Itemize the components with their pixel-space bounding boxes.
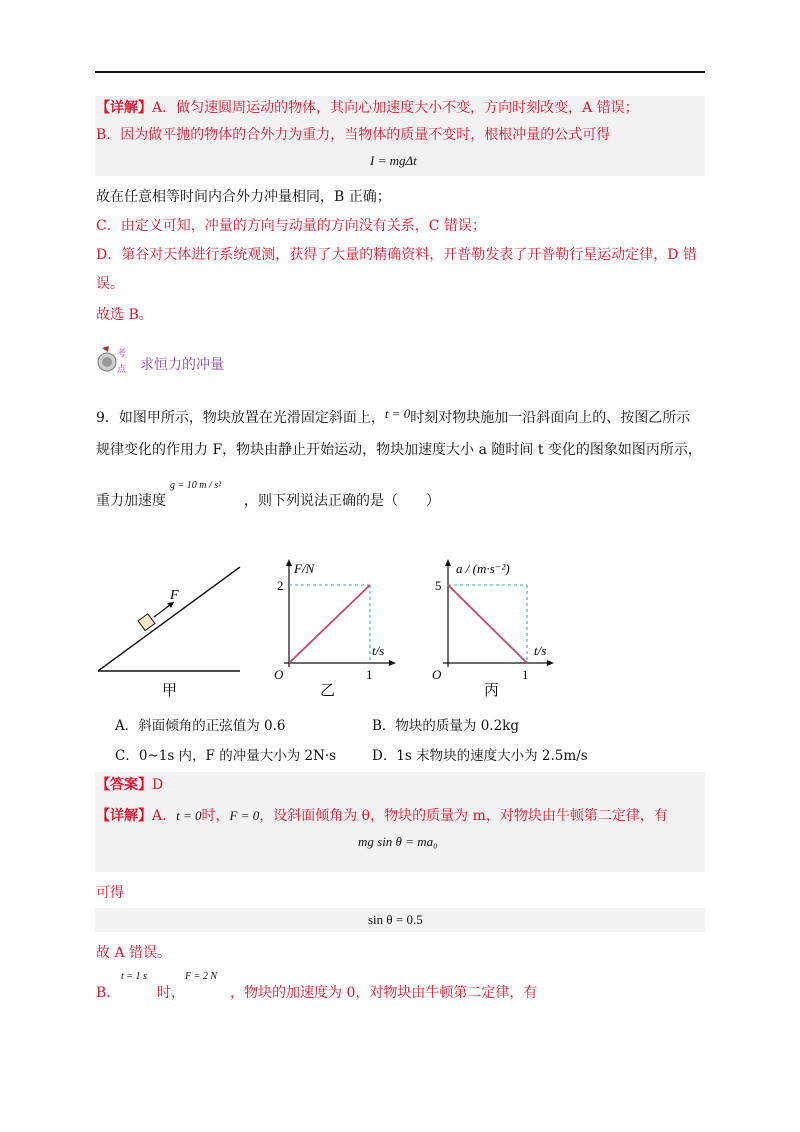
x-axis-label: t/s	[534, 643, 547, 658]
formula-F2: F = 2 N	[185, 971, 218, 982]
explanation-text: ，物块的加速度为 0，对物块由牛顿第二定律，有	[230, 985, 538, 1001]
explanation-line: 误。	[96, 276, 124, 292]
y-axis-label: F/N	[294, 561, 315, 576]
explanation-line: B．因为做平抛的物体的合外力为重力，当物体的质量不变时，根根冲量的公式可得	[96, 127, 611, 143]
explanation-line: B．	[96, 985, 121, 1001]
option-c: C．0~1s 内，F 的冲量大小为 2N·s	[115, 748, 337, 764]
question-text: 重力加速度	[96, 493, 166, 509]
explanation-line	[96, 98, 639, 118]
option-a: A．斜面倾角的正弦值为 0.6	[115, 718, 286, 734]
topic-badge-icon	[96, 342, 132, 376]
chart-force	[262, 555, 402, 705]
explanation-line: D．第谷对天体进行系统观测，获得了大量的精确资料，开普勒发表了开普勒行星运动定律，D 错	[96, 247, 697, 263]
question-line: 规律变化的作用力 F，物块由静止开始运动，物块加速度大小 a 随时间 t 变化的图象如图丙所示，	[96, 442, 702, 458]
formula-newton: mg sin θ = ma₀	[358, 834, 438, 849]
x-axis-label: t/s	[372, 643, 385, 658]
explanation-tag: 【详解】	[96, 100, 152, 116]
question-text: 时刻对物块施加一沿斜面向上的、按图乙所示	[410, 410, 691, 426]
explanation-line: 故在任意相等时间内合外力冲量相同，B 正确；	[96, 189, 391, 205]
explanation-line	[96, 806, 668, 826]
option-d: D．1s 末物块的速度大小为 2.5m/s	[372, 748, 588, 764]
origin-label: O	[432, 667, 442, 682]
question-line	[96, 491, 166, 511]
y-axis-arrow	[286, 559, 292, 566]
explanation-line: 故选 B。	[96, 307, 153, 323]
origin-label: O	[274, 667, 284, 682]
x-axis-arrow	[389, 660, 396, 666]
explanation-text: ，设斜面倾角为 θ，物块的质量为 m，对物块由牛顿第二定律，有	[259, 808, 668, 824]
y-tick-label: 5	[435, 578, 442, 593]
x-tick-label: 1	[366, 667, 373, 682]
figure-caption-yi: 乙	[320, 683, 336, 699]
formula-t0: t = 0	[384, 406, 411, 421]
figure-caption-jia: 甲	[162, 683, 178, 699]
chart-acceleration	[420, 555, 560, 705]
formula-t0: t = 0	[176, 808, 202, 823]
explanation-text: A．做匀速圆周运动的物体，其向心加速度大小不变，方向时刻改变，A 错误；	[152, 100, 639, 116]
figure-caption-bing: 丙	[484, 683, 500, 699]
explanation-line: C．由定义可知，冲量的方向与动量的方向没有关系，C 错误；	[96, 218, 486, 234]
y-axis-arrow	[445, 559, 451, 566]
formula-impulse: I = mgΔt	[370, 153, 417, 168]
badge-char: 点	[117, 364, 127, 374]
series-line	[448, 585, 527, 663]
incline-surface	[98, 567, 240, 671]
badge-char: 考	[117, 348, 127, 358]
question-line	[96, 408, 690, 428]
explanation-line: 故 A 错误。	[96, 945, 172, 961]
explanation-text: 时，	[157, 985, 185, 1001]
block-shape	[138, 614, 155, 631]
question-text: 9．如图甲所示，物块放置在光滑固定斜面上，	[96, 410, 385, 426]
x-tick-label: 1	[522, 667, 529, 682]
explanation-line: 可得	[96, 885, 124, 901]
figure-incline	[90, 555, 260, 705]
formula-F0: F = 0	[229, 808, 260, 823]
answer-tag: 【答案】	[96, 777, 152, 793]
header-rule	[95, 71, 705, 73]
formula-g: g = 10 m / s²	[170, 480, 222, 491]
explanation-tag: 【详解】	[96, 808, 152, 824]
option-b: B．物块的质量为 0.2kg	[372, 718, 520, 734]
y-tick-label: 2	[277, 578, 284, 593]
answer-line	[96, 775, 163, 795]
x-axis-arrow	[547, 660, 554, 666]
topic-label: 求恒力的冲量	[140, 357, 224, 373]
formula-t1: t = 1 s	[121, 971, 147, 982]
force-label: F	[170, 588, 179, 603]
formula-sin: sin θ = 0.5	[368, 912, 423, 927]
explanation-text: A．	[152, 808, 177, 824]
series-line	[289, 585, 370, 663]
y-axis-label: a / (m·s⁻²)	[456, 561, 510, 576]
question-line: ，则下列说法正确的是（ ）	[244, 493, 440, 509]
answer-value: D	[152, 777, 164, 793]
explanation-text: 时，	[201, 808, 230, 824]
